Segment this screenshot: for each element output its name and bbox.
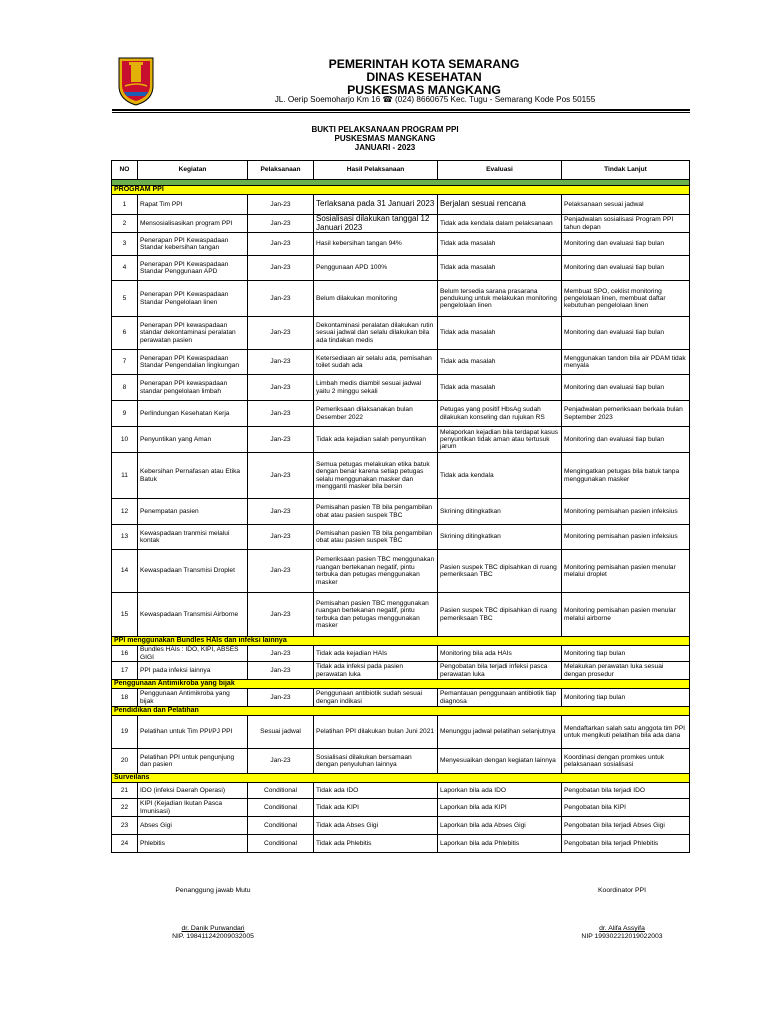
section-row	[112, 707, 690, 716]
cell-tindak-lanjut: Monitoring tiap bulan	[562, 646, 690, 662]
signature-left-role: Penanggung jawab Mutu	[175, 887, 251, 894]
table-row	[112, 375, 690, 401]
cell-pelaksanaan: Jan-23	[248, 646, 314, 662]
cell-no: 15	[112, 593, 138, 637]
cell-kegiatan: Abses Gigi	[138, 817, 248, 835]
cell-kegiatan: KIPI (Kejadian Ikutan Pasca Imunisasi)	[138, 799, 248, 817]
cell-tindak-lanjut: Mengingatkan petugas bila batuk tanpa menggunakan masker	[562, 453, 690, 499]
cell-hasil: Pemisahan pasien TB bila pengambilan obat atau pasien suspek TBC	[314, 499, 438, 525]
section-row	[112, 774, 690, 783]
cell-kegiatan: Kewaspadaan Transmisi Airborne	[138, 593, 248, 637]
table-row	[112, 281, 690, 317]
cell-hasil: Terlaksana pada 31 Januari 2023	[314, 195, 438, 215]
cell-hasil: Penggunaan APD 100%	[314, 256, 438, 281]
cell-tindak-lanjut: Melakukan perawatan luka sesuai dengan prosedur	[562, 662, 690, 680]
cell-no: 23	[112, 817, 138, 835]
cell-evaluasi: Pasien suspek TBC dipisahkan di ruang pemeriksaan TBC	[438, 593, 562, 637]
cell-evaluasi: Laporkan bila ada Abses Gigi	[438, 817, 562, 835]
cell-tindak-lanjut: Mendaftarkan salah satu anggota tim PPI untuk mengikuti pelatihan bila ada dana	[562, 716, 690, 749]
cell-pelaksanaan: Jan-23	[248, 749, 314, 774]
cell-tindak-lanjut: Monitoring dan evaluasi tiap bulan	[562, 427, 690, 453]
table-row	[112, 783, 690, 799]
letterhead-divider	[112, 109, 690, 111]
cell-evaluasi: Menunggu jadwal pelatihan selanjutnya	[438, 716, 562, 749]
cell-tindak-lanjut: Pengobatan bila terjadi Abses Gigi	[562, 817, 690, 835]
cell-hasil: Penggunaan antibiotik sudah sesuai dengan indikasi	[314, 689, 438, 707]
cell-no: 14	[112, 550, 138, 593]
cell-tindak-lanjut: Membuat SPO, ceklist monitoring pengelolaan linen, membuat daftar kebutuhan pengelolaan linen	[562, 281, 690, 317]
table-row	[112, 550, 690, 593]
cell-tindak-lanjut: Pelaksanaan sesuai jadwal	[562, 195, 690, 215]
cell-evaluasi: Skrining ditingkatkan	[438, 525, 562, 550]
table-row	[112, 195, 690, 215]
cell-tindak-lanjut: Pengobatan bila terjadi Phlebitis	[562, 835, 690, 853]
document-period: JANUARI - 2023	[354, 143, 416, 152]
document-title: BUKTI PELAKSANAAN PROGRAM PPI	[311, 125, 459, 134]
cell-evaluasi: Laporkan bila ada IDO	[438, 783, 562, 799]
header-department: DINAS KESEHATAN	[366, 70, 482, 84]
cell-hasil: Pemeriksaan pasien TBC menggunakan ruangan bertekanan negatif, pintu terbuka dan petugas menggunakan masker	[314, 550, 438, 593]
table-row	[112, 215, 690, 233]
cell-kegiatan: Penerapan PPI Kewaspadaan Standar kebersihan tangan	[138, 233, 248, 256]
cell-kegiatan: Penerapan PPI kewaspadaan standar pengelolaan limbah	[138, 375, 248, 401]
table-row	[112, 525, 690, 550]
cell-evaluasi: Belum tersedia sarana prasarana pendukung untuk melakukan monitoring pengelolaan linen	[438, 281, 562, 317]
cell-evaluasi: Laporkan bila ada KIPI	[438, 799, 562, 817]
cell-pelaksanaan: Conditional	[248, 835, 314, 853]
table-row	[112, 817, 690, 835]
cell-no: 11	[112, 453, 138, 499]
cell-evaluasi: Menyesuaikan dengan kegiatan lainnya	[438, 749, 562, 774]
column-header: Pelaksanaan	[248, 161, 314, 180]
cell-no: 7	[112, 350, 138, 375]
table-row	[112, 256, 690, 281]
cell-evaluasi: Berjalan sesuai rencana	[438, 195, 562, 215]
cell-hasil: Pemisahan pasien TBC menggunakan ruangan bertekanan negatif, pintu terbuka dan petugas menggunakan masker	[314, 593, 438, 637]
table-row	[112, 716, 690, 749]
cell-pelaksanaan: Jan-23	[248, 281, 314, 317]
cell-no: 20	[112, 749, 138, 774]
cell-pelaksanaan: Jan-23	[248, 350, 314, 375]
cell-no: 4	[112, 256, 138, 281]
table-header-row	[112, 161, 690, 180]
cell-tindak-lanjut: Pengobatan bila KIPI	[562, 799, 690, 817]
section-row	[112, 637, 690, 646]
section-label: Surveilans	[112, 774, 690, 783]
cell-pelaksanaan: Jan-23	[248, 233, 314, 256]
cell-hasil: Limbah medis diambil sesuai jadwal yaitu 2 minggu sekali	[314, 375, 438, 401]
cell-tindak-lanjut: Monitoring pemisahan pasien menular melalui droplet	[562, 550, 690, 593]
cell-kegiatan: Penerapan PPI Kewaspadaan Standar Pengendalian lingkungan	[138, 350, 248, 375]
cell-hasil: Ketersediaan air selalu ada, pemisahan toilet sudah ada	[314, 350, 438, 375]
city-emblem-logo	[117, 56, 155, 106]
cell-pelaksanaan: Jan-23	[248, 375, 314, 401]
cell-pelaksanaan: Jan-23	[248, 525, 314, 550]
cell-kegiatan: Penerapan PPI Kewaspadaan Standar Pengelolaan linen	[138, 281, 248, 317]
document-subtitle: PUSKESMAS MANGKANG	[334, 134, 436, 143]
table-row	[112, 233, 690, 256]
section-label: PROGRAM PPI	[112, 186, 690, 195]
cell-pelaksanaan: Conditional	[248, 817, 314, 835]
cell-evaluasi: Tidak ada masalah	[438, 350, 562, 375]
column-header: NO	[112, 161, 138, 180]
cell-kegiatan: Bundles HAIs : IDO, KIPI, ABSES GIGI	[138, 646, 248, 662]
signature-right-role: Koordinator PPI	[598, 887, 646, 894]
header-government: PEMERINTAH KOTA SEMARANG	[328, 57, 520, 71]
table-row	[112, 427, 690, 453]
cell-evaluasi: Monitoring bila ada HAIs	[438, 646, 562, 662]
cell-hasil: Dekontaminasi peralatan dilakukan rutin sesuai jadwal dan selalu dilakukan bila ada tindakan medis	[314, 317, 438, 350]
section-label: PPI menggunakan Bundles HAIs dan infeksi lainnya	[112, 637, 690, 646]
letterhead-divider-thin	[112, 112, 690, 113]
signature-right-name: dr. Alifa Assyifa	[599, 925, 645, 932]
cell-tindak-lanjut: Menggunakan tandon bila air PDAM tidak menyala	[562, 350, 690, 375]
cell-tindak-lanjut: Monitoring pemisahan pasien infeksius	[562, 525, 690, 550]
cell-pelaksanaan: Jan-23	[248, 499, 314, 525]
cell-kegiatan: PPI pada infeksi lainnya	[138, 662, 248, 680]
cell-hasil: Sosialisasi dilakukan tanggal 12 Januari 2023	[314, 215, 438, 233]
cell-kegiatan: Kebersihan Pernafasan atau Etika Batuk	[138, 453, 248, 499]
cell-kegiatan: Mensosialisasikan program PPI	[138, 215, 248, 233]
cell-tindak-lanjut: Monitoring dan evaluasi tiap bulan	[562, 375, 690, 401]
cell-pelaksanaan: Conditional	[248, 783, 314, 799]
column-header: Kegiatan	[138, 161, 248, 180]
cell-no: 12	[112, 499, 138, 525]
cell-tindak-lanjut: Koordinasi dengan promkes untuk pelaksanaan sosialisasi	[562, 749, 690, 774]
cell-no: 1	[112, 195, 138, 215]
table-row	[112, 749, 690, 774]
cell-evaluasi: Tidak ada masalah	[438, 233, 562, 256]
cell-evaluasi: Tidak ada kendala	[438, 453, 562, 499]
cell-tindak-lanjut: Penjadwalan sosialisasi Program PPI tahun depan	[562, 215, 690, 233]
cell-evaluasi: Petugas yang positif HbsAg sudah dilakukan konseling dan rujukan RS	[438, 401, 562, 427]
cell-no: 5	[112, 281, 138, 317]
cell-evaluasi: Pengobatan bila terjadi infeksi pasca perawatan luka	[438, 662, 562, 680]
cell-pelaksanaan: Jan-23	[248, 195, 314, 215]
cell-evaluasi: Tidak ada masalah	[438, 317, 562, 350]
cell-hasil: Tidak ada IDO	[314, 783, 438, 799]
cell-evaluasi: Melaporkan kejadian bila terdapat kasus penyuntikan tidak aman atau tertusuk jarum	[438, 427, 562, 453]
header-puskesmas: PUSKESMAS MANGKANG	[347, 83, 501, 97]
cell-hasil: Sosialisasi dilakukan bersamaan dengan penyuluhan lainnya	[314, 749, 438, 774]
cell-tindak-lanjut: Monitoring pemisahan pasien infeksius	[562, 499, 690, 525]
table-row	[112, 689, 690, 707]
cell-no: 17	[112, 662, 138, 680]
cell-pelaksanaan: Jan-23	[248, 550, 314, 593]
column-header: Evaluasi	[438, 161, 562, 180]
cell-hasil: Tidak ada infeksi pada pasien perawatan luka	[314, 662, 438, 680]
cell-kegiatan: Pelatihan PPI untuk pengunjung dan pasien	[138, 749, 248, 774]
cell-tindak-lanjut: Monitoring pemisahan pasien menular melalui airborne	[562, 593, 690, 637]
cell-kegiatan: Penerapan PPI kewaspadaan standar dekontaminasi peralatan perawatan pasien	[138, 317, 248, 350]
cell-no: 21	[112, 783, 138, 799]
table-row	[112, 662, 690, 680]
section-label: Pendidikan dan Pelatihan	[112, 707, 690, 716]
cell-kegiatan: Penerapan PPI Kewaspadaan Standar Penggunaan APD	[138, 256, 248, 281]
section-label: Penggunaan Antimikroba yang bijak	[112, 680, 690, 689]
signature-left-name: dr. Danik Purwandari	[181, 925, 245, 932]
cell-hasil: Hasil kebersihan tangan 94%	[314, 233, 438, 256]
cell-hasil: Tidak ada kejadian HAIs	[314, 646, 438, 662]
cell-kegiatan: Penggunaan Antimikroba yang bijak	[138, 689, 248, 707]
cell-evaluasi: Pemantauan penggunaan antibiotik tiap diagnosa	[438, 689, 562, 707]
column-header: Tindak Lanjut	[562, 161, 690, 180]
cell-no: 16	[112, 646, 138, 662]
cell-no: 13	[112, 525, 138, 550]
table-row	[112, 317, 690, 350]
cell-hasil: Semua petugas melakukan etika batuk dengan benar karena setiap petugas selalu menggunakan masker dan mengganti masker bila bersin	[314, 453, 438, 499]
table-row	[112, 593, 690, 637]
cell-kegiatan: IDO (infeksi Daerah Operasi)	[138, 783, 248, 799]
cell-kegiatan: Kewaspadaan tranmisi melalui kontak	[138, 525, 248, 550]
cell-hasil: Belum dilakukan monitoring	[314, 281, 438, 317]
cell-kegiatan: Penempatan pasien	[138, 499, 248, 525]
cell-kegiatan: Penyuntikan yang Aman	[138, 427, 248, 453]
cell-pelaksanaan: Conditional	[248, 799, 314, 817]
cell-evaluasi: Tidak ada masalah	[438, 256, 562, 281]
table-row	[112, 401, 690, 427]
cell-pelaksanaan: Jan-23	[248, 593, 314, 637]
cell-no: 9	[112, 401, 138, 427]
cell-pelaksanaan: Jan-23	[248, 401, 314, 427]
section-row	[112, 186, 690, 195]
table-row	[112, 350, 690, 375]
cell-no: 19	[112, 716, 138, 749]
table-row	[112, 835, 690, 853]
cell-pelaksanaan: Jan-23	[248, 317, 314, 350]
cell-hasil: Tidak ada KIPI	[314, 799, 438, 817]
cell-evaluasi: Tidak ada kendala dalam pelaksanaan	[438, 215, 562, 233]
cell-pelaksanaan: Jan-23	[248, 215, 314, 233]
cell-kegiatan: Kewaspadaan Transmisi Droplet	[138, 550, 248, 593]
ppi-report-table	[111, 160, 690, 853]
cell-tindak-lanjut: Pengobatan bila terjadi IDO	[562, 783, 690, 799]
cell-hasil: Tidak ada kejadian salah penyuntikan	[314, 427, 438, 453]
cell-hasil: Tidak ada Phlebitis	[314, 835, 438, 853]
signature-right-nip: NIP 199302212019022003	[581, 933, 663, 940]
signature-left-nip: NIP. 198411242009032005	[172, 933, 254, 940]
cell-no: 10	[112, 427, 138, 453]
table-row	[112, 453, 690, 499]
cell-no: 3	[112, 233, 138, 256]
cell-tindak-lanjut: Monitoring dan evaluasi tiap bulan	[562, 256, 690, 281]
cell-no: 2	[112, 215, 138, 233]
cell-tindak-lanjut: Monitoring dan evaluasi tiap bulan	[562, 317, 690, 350]
cell-no: 18	[112, 689, 138, 707]
cell-no: 6	[112, 317, 138, 350]
cell-no: 24	[112, 835, 138, 853]
header-address: JL. Oerip Soemoharjo Km 16 ☎ (024) 8660675 Kec. Tugu - Semarang Kode Pos 50155	[274, 95, 596, 104]
table-row	[112, 499, 690, 525]
cell-kegiatan: Phlebitis	[138, 835, 248, 853]
cell-kegiatan: Perlindungan Kesehatan Kerja	[138, 401, 248, 427]
cell-tindak-lanjut: Monitoring dan evaluasi tiap bulan	[562, 233, 690, 256]
cell-tindak-lanjut: Penjadwalan pemeriksaan berkala bulan September 2023	[562, 401, 690, 427]
table-row	[112, 799, 690, 817]
cell-hasil: Pemeriksaan dilaksanakan bulan Desember 2022	[314, 401, 438, 427]
cell-evaluasi: Tidak ada masalah	[438, 375, 562, 401]
cell-pelaksanaan: Jan-23	[248, 689, 314, 707]
cell-tindak-lanjut: Monitoring tiap bulan	[562, 689, 690, 707]
cell-pelaksanaan: Jan-23	[248, 662, 314, 680]
cell-no: 8	[112, 375, 138, 401]
cell-no: 22	[112, 799, 138, 817]
cell-evaluasi: Skrining ditingkatkan	[438, 499, 562, 525]
cell-hasil: Tidak ada Abses Gigi	[314, 817, 438, 835]
cell-evaluasi: Pasien suspek TBC dipisahkan di ruang pemeriksaan TBC	[438, 550, 562, 593]
cell-hasil: Pemisahan pasien TB bila pengambilan obat atau pasien suspek TBC	[314, 525, 438, 550]
cell-pelaksanaan: Sesuai jadwal	[248, 716, 314, 749]
column-header: Hasil Pelaksanaan	[314, 161, 438, 180]
cell-pelaksanaan: Jan-23	[248, 453, 314, 499]
section-row	[112, 680, 690, 689]
cell-pelaksanaan: Jan-23	[248, 427, 314, 453]
cell-kegiatan: Pelatihan untuk Tim PPI/PJ PPI	[138, 716, 248, 749]
cell-evaluasi: Laporkan bila ada Phlebitis	[438, 835, 562, 853]
table-row	[112, 646, 690, 662]
cell-hasil: Pelatihan PPI dilakukan bulan Juni 2021	[314, 716, 438, 749]
cell-kegiatan: Rapat Tim PPI	[138, 195, 248, 215]
cell-pelaksanaan: Jan-23	[248, 256, 314, 281]
